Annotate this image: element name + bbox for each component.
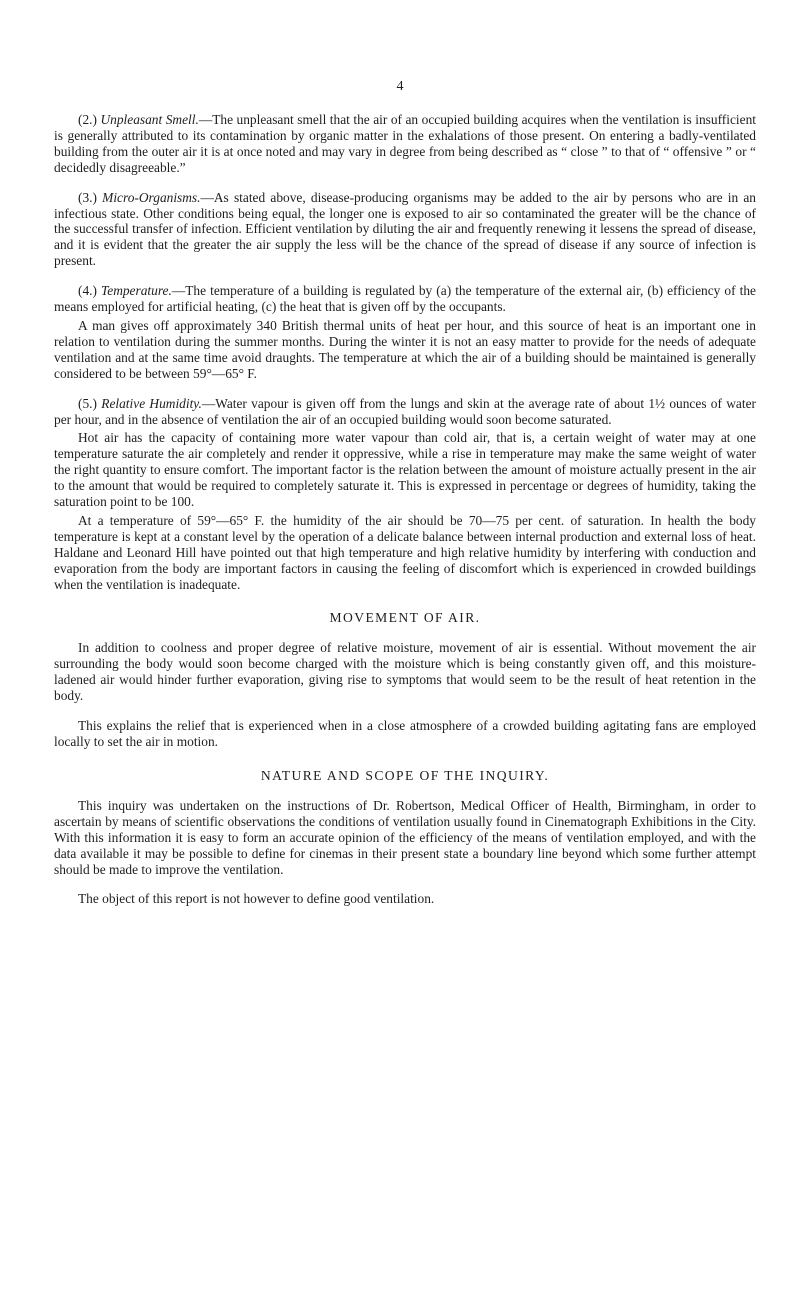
heading-movement-of-air: MOVEMENT OF AIR. <box>329 610 481 626</box>
paragraph-inquiry-1: This inquiry was undertaken on the instructions of Dr. Robertson, Medical Officer of Health, Birmingham, in order to ascertain by means of scientific observations the conditions of ventilation usually found in Cinematograph Exhibitions in the City. With this information it is easy to form an accurate opinion of the efficiency of the means of ventilation employed, and with the data available it may be possible to define for cinemas in their present state a boundary line beyond which some further attempt should be made to improve the ventilation. <box>54 797 756 877</box>
paragraph-unpleasant-smell <box>54 112 756 176</box>
section-number: (5.) <box>78 395 97 411</box>
paragraph-text: —As stated above, disease-producing organisms may be added to the air by persons who are in an infectious state. Other conditions being equal, the longer one is exposed to air so contaminated the greater will be the chance of the successful transfer of infection. Efficient ventilation by diluting the air and frequently renewing it lessens the spread of disease, and it is evident that the greater the air supply the less will be the chance of the spread of disease if any source of infection is present. <box>54 189 756 269</box>
section-number: (2.) <box>78 112 97 127</box>
paragraph-relative-humidity <box>54 396 756 428</box>
paragraph-temperature <box>54 283 756 315</box>
section-heading: Unpleasant Smell. <box>100 112 199 127</box>
paragraph-text: —The temperature of a building is regulated by (a) the temperature of the external air, (b) efficiency of the means employed for artificial heating, (c) the heat that is given off by the occupants. <box>54 283 756 315</box>
paragraph-movement-1: In addition to coolness and proper degree of relative moisture, movement of air is essential. Without movement the air surrounding the body would soon become charged with the moisture which is being constantly given off, and this moisture-ladened air would hinder further evaporation, giving rise to symptoms that would seem to be the result of heat retention in the body. <box>54 640 756 704</box>
paragraph-relative-humidity-2: Hot air has the capacity of containing more water vapour than cold air, that is, a certain weight of water may at one temperature saturate the air completely and render it oppressive, while a rise in temperature may make the same weight of water the right quantity to ensure comfort. The important factor is the relation between the amount of moisture actually present in the air to the amount that would be required to completely saturate it. This is expressed in percentage or degrees of humidity, taking the saturation point to be 100. <box>54 430 756 510</box>
paragraph-temperature-2: A man gives off approximately 340 British thermal units of heat per hour, and this source of heat is an important one in relation to ventilation during the summer months. During the winter it is not an easy matter to provide for the needs of adequate ventilation and at the same time avoid draughts. The temperature at which the air of a building should be maintained is generally considered to be between 59°—65° F. <box>54 317 756 381</box>
paragraph-text: —The unpleasant smell that the air of an occupied building acquires when the ventilation is insufficient is generally attributed to its contamination by organic matter in the exhalations of those present. On entering a badly-ventilated building from the outer air it is at once noted and may vary in degree from being described as “ close ” to that of “ offensive ” or “ decidedly disagreeable.” <box>54 112 756 175</box>
paragraph-micro-organisms <box>54 190 756 270</box>
paragraph-movement-2: This explains the relief that is experienced when in a close atmosphere of a crowded building agitating fans are employed locally to set the air in motion. <box>54 718 756 749</box>
section-heading: Temperature. <box>101 283 172 299</box>
section-number: (4.) <box>78 283 97 299</box>
section-heading: Relative Humidity. <box>101 395 202 411</box>
heading-nature-and-scope: NATURE AND SCOPE OF THE INQUIRY. <box>260 767 550 783</box>
paragraph-relative-humidity-3: At a temperature of 59°—65° F. the humidity of the air should be 70—75 per cent. of saturation. In health the body temperature is kept at a constant level by the operation of a delicate balance between internal production and external loss of heat. Haldane and Leonard Hill have pointed out that high temperature and high relative humidity by interfering with conduction and evaporation from the body are important factors in causing the feeling of discomfort which is experienced in crowded buildings when the ventilation is inadequate. <box>54 512 756 592</box>
page-body <box>54 112 756 921</box>
paragraph-inquiry-2: The object of this report is not however to define good ventilation. <box>78 891 435 907</box>
paragraph-text: —Water vapour is given off from the lungs and skin at the average rate of about 1½ ounces of water per hour, and in the absence of ventilation the air of an occupied building would soon become saturated. <box>54 395 756 427</box>
page-number: 4 <box>396 79 404 94</box>
section-heading: Micro-Organisms. <box>102 189 201 205</box>
section-number: (3.) <box>78 189 97 205</box>
